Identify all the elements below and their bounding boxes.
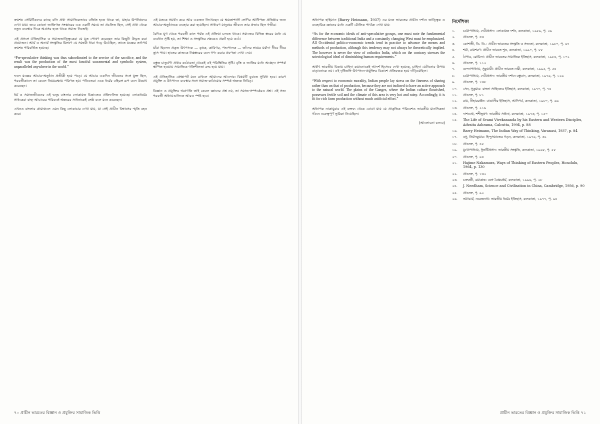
right-page-footer: প্রাচীন ভারতের বিজ্ঞান ও প্রযুক্তির সামাজিক ভিত্তি ৭১	[499, 410, 586, 415]
reference-text: প্রাগুক্ত, পৃ. ৪৫	[463, 141, 484, 146]
paragraph: অর্থাৎ ভারতীয় চিন্তায় চাহিদা কমানোকেই আদর্শ হিসেবে দেখা হয়েছে, চাহিদা মেটানোর উপায় বাড়ানোকে নয়। এই দৃষ্টিভঙ্গি উৎপাদন-প্রযুক্তির বিকাশে প্রতিবন্ধক হয়ে দাঁড়িয়েছিল।	[312, 64, 445, 74]
paragraph: এই মতকে সমর্থন করে আর একজন লিখেছেন যে ক্ষমতাশালী শ্রেণির আধিপত্য প্রতিষ্ঠার জন্য আচার-অনুষ্ঠানকে ব্যবহার করা হয়েছিল। সাধারণ মানুষের জীবনে তার প্রভাব ছিল গভীর।	[153, 18, 286, 27]
reference-number: ১৪.	[452, 112, 458, 117]
reference-item	[452, 135, 585, 139]
reference-item	[452, 142, 585, 146]
reference-text: প্রাগুক্ত, পৃ. ২১৬	[463, 105, 487, 110]
paragraph: এই ঐতিহাসিক প্রেক্ষাপট মনে রাখলে আমাদের আলোচ্য বিষয়টি বুঝতে সুবিধা হবে। কারণ প্রযুক্তি ও উৎপাদন ব্যবস্থার সঙ্গে সমাজ-কাঠামোর সম্পর্ক অত্যন্ত নিবিড়।	[153, 74, 286, 84]
reference-number: ৪.	[452, 48, 456, 53]
reference-number: ১৮.	[452, 141, 458, 146]
reference-number: ১০.	[452, 86, 458, 91]
reference-text: কোশাম্বী, ডি. ডি.: প্রাচীন ভারতের সংস্কৃতি ও সভ্যতা, কলকাতা, ১৯৮০, পৃ. ৬৭	[463, 41, 570, 46]
reference-item	[452, 87, 585, 91]
paragraph: অধ্যাপক নাকামুরার এই বক্তব্য থেকে বোঝা যায় যে প্রাকৃতিক পরিবেশও ভারতীয় মানসিকতা গঠনে গুরুত্বপূর্ণ ভূমিকা নিয়েছিল।	[312, 106, 445, 116]
reference-number: ৬.	[452, 60, 456, 65]
right-page	[302, 0, 600, 424]
left-page-column-1	[14, 18, 147, 402]
reference-item	[452, 197, 585, 201]
reference-item	[452, 172, 585, 176]
paragraph: ক্রমশঃ সেমিটিকদের কাছে বলি প্রথা সামাজিকভাবে বর্জিত হতে থাকে তা, যাহার উপনিষদের দেখা যায়। তবে কোনো জাতিগত সংস্কারের এক একটি সময়ে তা প্রচলিত ছিল, সেই প্রথা থেকে নতুন ব্যবস্থার দিকে অগ্রসর হতে থাকে সমাজ নিজেই।	[14, 18, 147, 32]
reference-number: ২৬.	[452, 197, 458, 202]
paragraph: ধর্ম ও সমাজজীবনের এই দ্বন্দ্ব বাংলার লোকায়ত চিন্তাতেও প্রতিফলিত হয়েছে। লোকধর্মের সাধকেরা বাহ্য আচারের পরিবর্তে অন্তরের সাধনাকেই শ্রেষ্ঠ বলে মনে করেছেন।	[14, 93, 147, 102]
reference-number: ২.	[452, 35, 456, 40]
paragraph: বৈদিক যুগ থেকে পরবর্তী কাল পর্যন্ত এই প্রক্রিয়া চলতে থাকে। সমাজের বিভিন্ন স্তরের মধ্যে যে ব্যবধান সৃষ্টি হয়, তা শিক্ষা ও সংস্কৃতির ক্ষেত্রেও প্রকট হয়ে ওঠে।	[153, 32, 286, 41]
reference-item	[452, 129, 585, 133]
reference-text: চট্টোপাধ্যায়, দেবীপ্রসাদ: লোকায়ত দর্শন, কলকাতা, ১৯৫৬, পৃ. ২৬	[463, 29, 552, 33]
reference-text: রায়, নীহাররঞ্জন: বাঙালীর ইতিহাস, আদিপর্ব, কলকাতা, ১৯৮০, পৃ. ৬৬	[463, 99, 559, 104]
right-page-column-1	[312, 18, 445, 402]
references-column	[452, 18, 585, 402]
reference-item	[452, 29, 585, 33]
reference-number: ৩.	[452, 41, 456, 46]
left-page	[0, 0, 298, 424]
reference-number: ১৩.	[452, 105, 458, 110]
reference-number: ২১.	[452, 161, 458, 166]
reference-text: Hajime Nakamura, Ways of Thinking of Eastern Peoples, Honolulu, 1964, p. 130	[463, 161, 579, 170]
paragraph: যাঁরা ছিলেন প্রকৃত উৎপাদক — কৃষক, কারিগর, পশুপালক — তাঁদের শ্রমের মর্যাদা ধীরে ধীরে হ্রাস পায়। হাতের কাজকে নিম্নস্তরের বলে গণ্য করার প্রবণতা দেখা দেয়।	[153, 46, 286, 55]
reference-text: ঠাপার, রোমিলা: প্রাচীন ভারতের সামাজিক ইতিহাস, কলকাতা, ১৯৮৪, পৃ. ১০২	[463, 54, 570, 59]
reference-text: সেন, সুকুমার: বাংলা সাহিত্যের ইতিহাস, কলকাতা, ১৯৭০, পৃ. ৭৪	[463, 86, 552, 91]
reference-number: ২৪.	[452, 184, 458, 189]
reference-item	[452, 148, 585, 152]
paragraph: ফলে যজ্ঞের আচার-অনুষ্ঠান প্রতীকী হয়ে পড়ে। যে আচার একদিন জীবনের সঙ্গে যুক্ত ছিল, পরবর্তীকালে তা কেবল নিয়মরক্ষায় পরিণত হয়। পণ্ডিতেরা একে ধর্মের বহিরঙ্গ রূপ বলে উল্লেখ করেছেন।	[14, 74, 147, 88]
reference-item	[452, 93, 585, 97]
reference-number: ১৬.	[452, 129, 458, 134]
reference-text: চক্রবর্তী, রমাকান্ত: বঙ্গে বৈষ্ণবধর্ম, কলকাতা, ১৯৯৬, পৃ. ২৮	[463, 178, 543, 182]
reference-text: প্রাগুক্ত, পৃ. ৪৩	[463, 35, 484, 40]
reference-text: প্রাগুক্ত, পৃ. ৬৪	[463, 154, 484, 159]
reference-number: ৮.	[452, 73, 456, 78]
reference-item	[452, 74, 585, 78]
paragraph: অধ্যাপক হাইম্যান (Barry Heimann, 1937) এর মতে ভারতের প্রাচীন দর্শনে তাত্ত্বিক ও ব্যবহারিক জ্ঞানের মধ্যে একটি মৌলিক পার্থক্য দেখা যায়:	[312, 18, 445, 27]
references-title: নির্দেশিকা	[452, 20, 469, 25]
reference-text: Barry Heimann, The Indian Way of Thinking, Varanasi, 1937, p. 84	[463, 129, 578, 134]
reference-number: ১৫.	[452, 118, 458, 123]
reference-item	[452, 61, 585, 65]
reference-item	[452, 35, 585, 39]
reference-item	[452, 99, 585, 103]
reference-item	[452, 55, 585, 59]
english-quote: “Pre-speculative thinking was thus subordinated to the service of the sacrifice, and the result was the production of the most fanciful sacramental and symbolic system, unparalleled anywhere in the world.”	[14, 55, 147, 69]
reference-text: শর্মা, রামশরণ: প্রাচীন ভারতে শূদ্র, কলকাতা, ১৯৯০, পৃ. ৮৮	[463, 48, 543, 53]
reference-text: J. Needham, Science and Civilisation in China, Cambridge, 1956, p. 90	[463, 184, 585, 189]
reference-number: ৫.	[452, 54, 456, 59]
reference-text: The Life of Svami Vivekananda by his Eastern and Western Disciples, Advaita Ashrama, Calcutta, 1994, p. 88	[463, 118, 583, 127]
reference-item	[452, 184, 585, 188]
reference-number: ৭.	[452, 67, 456, 72]
reference-text: প্রাগুক্ত, পৃ. ১১২	[463, 60, 487, 65]
reference-text: বসু, নির্মলকুমার: হিন্দুসমাজের গড়ন, কলকাতা, ১৯৭৬, পৃ. ৩২	[463, 135, 547, 140]
reference-text: দাশগুপ্ত, শশীভূষণ: ভারতীয় সাধনা, কলকাতা, ১৯৭৩, পৃ. ১৫০	[463, 112, 548, 117]
reference-item	[452, 48, 585, 52]
reference-text: প্রাগুক্ত, পৃ. ৯২	[463, 190, 484, 195]
reference-number: ১১.	[452, 92, 458, 97]
reference-text: চট্টোপাধ্যায়, দেবীপ্রসাদ: ভারতীয় দর্শনে বস্তুবাদ, কলকাতা, ১৯৭৬, পৃ. ১২৬	[463, 73, 564, 78]
reference-item	[452, 106, 585, 110]
reference-number: ১২.	[452, 99, 458, 104]
reference-number: ১.	[452, 29, 456, 33]
reference-number: ২৫.	[452, 190, 458, 195]
reference-number: ২২.	[452, 171, 458, 176]
reference-number: ১৯.	[452, 148, 458, 153]
paragraph: বস্তুত চাতুর্বর্ণ্য প্রথার কঠোরতা থেকেই এই পরিস্থিতির সৃষ্টি। বৃত্তি ও জাতির মধ্যে অচ্ছেদ্য সম্পর্ক স্থাপিত হওয়ায় সামাজিক গতিশীলতা রুদ্ধ হয়ে যায়।	[153, 60, 286, 70]
reference-text: মুখোপাধ্যায়, ধূর্জটিপ্রসাদ: ভারতীয় সংস্কৃতি, কলকাতা, ১৯৬৮, পৃ. ৫৮	[463, 148, 556, 153]
reference-item	[452, 155, 585, 159]
reference-number: ২০.	[452, 154, 458, 159]
reference-number: ২৩.	[452, 178, 458, 182]
reference-list	[452, 29, 585, 201]
reference-text: বন্দ্যোপাধ্যায়, সুকুমারী: প্রাচীন ভারতে নারী, কলকাতা, ১৯৯৫, পৃ. ৫৪	[463, 67, 557, 72]
paragraph: বিজ্ঞান ও প্রযুক্তির অগ্রগতি তাই কেবল জ্ঞানের প্রশ্ন নয়, তা সমাজ-সম্পর্কেরও প্রশ্ন। এই সত্য পরবর্তী অধ্যায়গুলিতে আরও স্পষ্ট হবে।	[153, 88, 286, 98]
reference-item	[452, 42, 585, 46]
reference-text: প্রাগুক্ত, পৃ. ১৩৮	[463, 80, 487, 85]
reference-text: ভট্টাচার্য, নরেন্দ্রনাথ: ভারতীয় ধর্মের ইতিহাস, কলকাতা, ১৯৭৭, পৃ. ৯৪	[463, 197, 558, 202]
reference-item	[452, 191, 585, 195]
reference-item	[452, 80, 585, 84]
reference-number: ১৭.	[452, 135, 458, 140]
reference-item	[452, 67, 585, 71]
reference-text: প্রাগুক্ত, পৃ. ১৩২	[463, 171, 487, 176]
english-quote: “As for the economic ideals of anti-speculative groups, one must note the fundamental difference between traditional India and a constantly changing West must be emphasized. All Occidental politico-economic trends tend in practice to advance the means and methods of production, although this tendency may not always be theoretically implied. The however is never the view of orthodox India, which on the contrary stresses the soteriological ideal of diminishing human requirements.”	[312, 32, 445, 60]
paragraph: এই প্রসঙ্গে ঐতিহাসিক ও সমাজতাত্ত্বিকেরা যে মত পোষণ করেছেন তার কিছুটা উদ্ধৃত করা প্রয়োজন। আর্য ও অনার্য সংস্কৃতির মিশ্রণে যে সমন্বয়ী ধারা গড়ে উঠেছিল, তাতে যজ্ঞের তাৎপর্য ক্রমশঃ পরিবর্তিত হয়েছে।	[14, 36, 147, 50]
paragraph: এখনও বাংলার গ্রামাঞ্চলে এমন কিছু লোকাচার দেখা যায়, যা সেই প্রাচীন বিশ্বাসের স্মৃতি বহন করে।	[14, 107, 147, 116]
left-page-footer: ৭০ প্রাচীন ভারতের বিজ্ঞান ও প্রযুক্তির সামাজিক ভিত্তি	[14, 410, 101, 415]
english-quote: “With respect to economic morality, Indian people lay stress on the fineness of sharing rather than on that of production, because they are not inclined to have an active approach to the natural world. The plains of the Ganges, where the Indian culture flourished, possesses fertile soil and the climate of this area is very hot and rainy. Accordingly, it is fit for rich farm production without much artificial effort.”	[312, 78, 445, 102]
reference-number: ৯.	[452, 80, 456, 85]
left-page-column-2	[153, 18, 286, 402]
reference-item	[452, 178, 585, 182]
continued-note: (আলোচনা চলবে)	[418, 121, 445, 126]
reference-text: প্রাগুক্ত, পৃ. ৮১	[463, 92, 484, 97]
reference-item	[452, 118, 585, 126]
reference-item	[452, 112, 585, 116]
reference-item	[452, 161, 585, 169]
